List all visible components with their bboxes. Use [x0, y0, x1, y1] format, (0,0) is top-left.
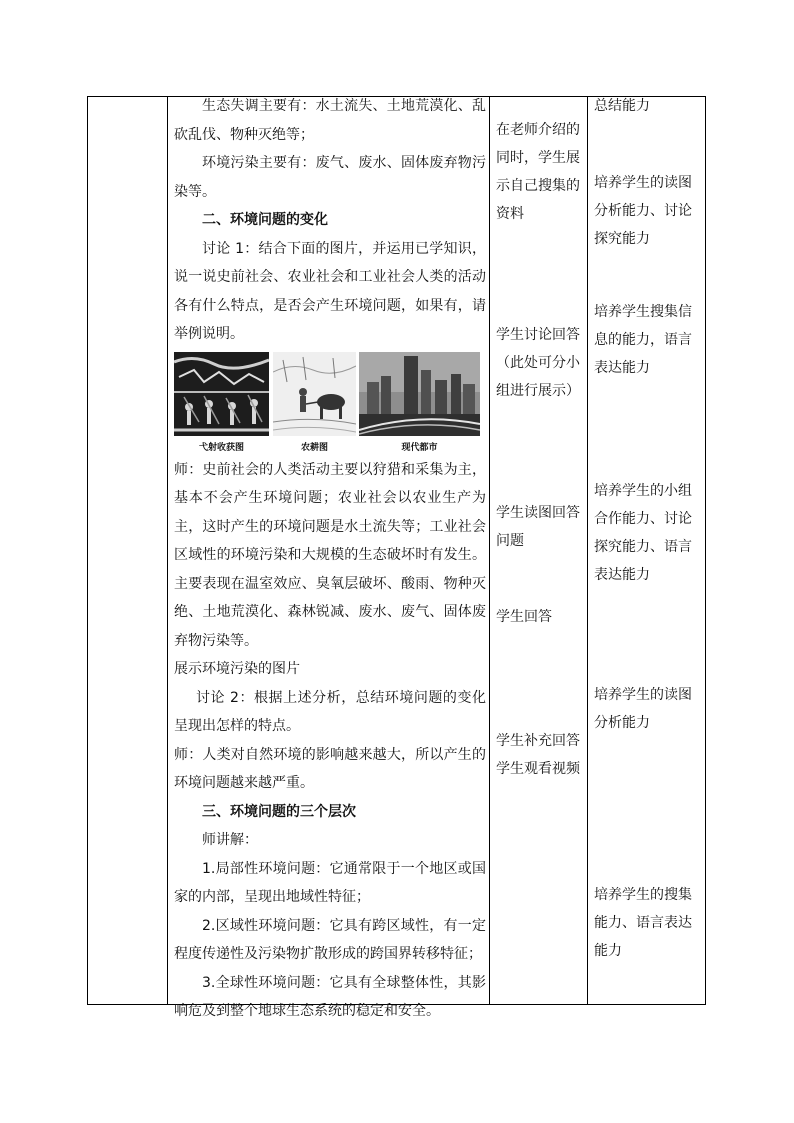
show-pollution-images-text: 展示环境污染的图片	[174, 661, 300, 677]
student-activity-column	[490, 97, 588, 1004]
regional-issue-text: 2.区域性环境问题：它具有跨区域性，有一定程度传递性及污染物扩散形成的跨国界转移特征；	[174, 917, 486, 962]
student-activity-6: 学生观看视频	[496, 761, 580, 777]
farming-caption: 农耕图	[300, 442, 328, 453]
discussion-1-text: 讨论 1：结合下面的图片，并运用已学知识，说一说史前社会、农业社会和工业社会人类的活动各有什么特点，是否会产生环境问题，如果有，请举例说明。	[174, 240, 486, 342]
ecological-imbalance-text: 生态失调主要有：水土流失、土地荒漠化、乱砍乱伐、物种灭绝等；	[174, 98, 486, 143]
farming-image	[273, 352, 356, 436]
discussion-2-text: 讨论 2：根据上述分析，总结环境问题的变化呈现出怎样的特点。	[174, 689, 486, 734]
design-intent-2: 培养学生的读图分析能力、讨论探究能力	[594, 175, 692, 247]
teaching-content-column	[168, 97, 490, 1019]
pollution-text: 环境污染主要有：废气、废水、固体废弃物污染等。	[174, 155, 486, 200]
lesson-table	[87, 96, 706, 1019]
hunting-harvest-image	[174, 352, 269, 436]
design-intent-4: 培养学生的小组合作能力、讨论探究能力、语言表达能力	[594, 483, 692, 583]
design-intent-column	[588, 97, 707, 1004]
student-activity-5: 学生补充回答	[496, 733, 580, 749]
teacher-lecture-label: 师讲解：	[202, 832, 258, 848]
design-intent-6: 培养学生的搜集能力、语言表达能力	[594, 887, 692, 959]
student-activity-3: 学生读图回答问题	[496, 505, 580, 549]
section-heading-2: 二、环境问题的变化	[202, 212, 328, 228]
hunting-harvest-caption: 弋射收获图	[198, 442, 244, 453]
column-empty	[88, 97, 167, 1004]
teacher-summary-text: 师：人类对自然环境的影响越来越大，所以产生的环境问题越来越严重。	[174, 746, 486, 791]
modern-city-image	[359, 352, 480, 436]
image-row	[174, 352, 486, 454]
student-activity-1: 在老师介绍的同时，学生展示自己搜集的资料	[496, 122, 580, 222]
modern-city-caption: 现代都市	[401, 442, 438, 453]
section-heading-3: 三、环境问题的三个层次	[202, 803, 356, 820]
global-issue-text: 3.全球性环境问题：它具有全球整体性，其影响危及到整个地球生态系统的稳定和安全。	[174, 974, 486, 1019]
design-intent-1: 总结能力	[594, 98, 650, 114]
design-intent-3: 培养学生搜集信息的能力，语言表达能力	[594, 304, 692, 376]
student-activity-2: 学生讨论回答（此处可分小组进行展示）	[496, 327, 580, 399]
teacher-explanation-text: 师：史前社会的人类活动主要以狩猎和采集为主，基本不会产生环境问题；农业社会以农业生产为主，这时产生的环境问题是水土流失等；工业社会区域性的环境污染和大规模的生态破坏时有发生。主要表现在温室效应、臭氧层破坏、酸雨、物种灭绝、土地荒漠化、森林锐减、废水、废气、固体废弃物污染等。	[174, 461, 486, 649]
student-activity-4: 学生回答	[496, 609, 552, 625]
local-issue-text: 1.局部性环境问题：它通常限于一个地区或国家的内部，呈现出地域性特征；	[174, 860, 486, 905]
design-intent-5: 培养学生的读图分析能力	[594, 687, 692, 731]
